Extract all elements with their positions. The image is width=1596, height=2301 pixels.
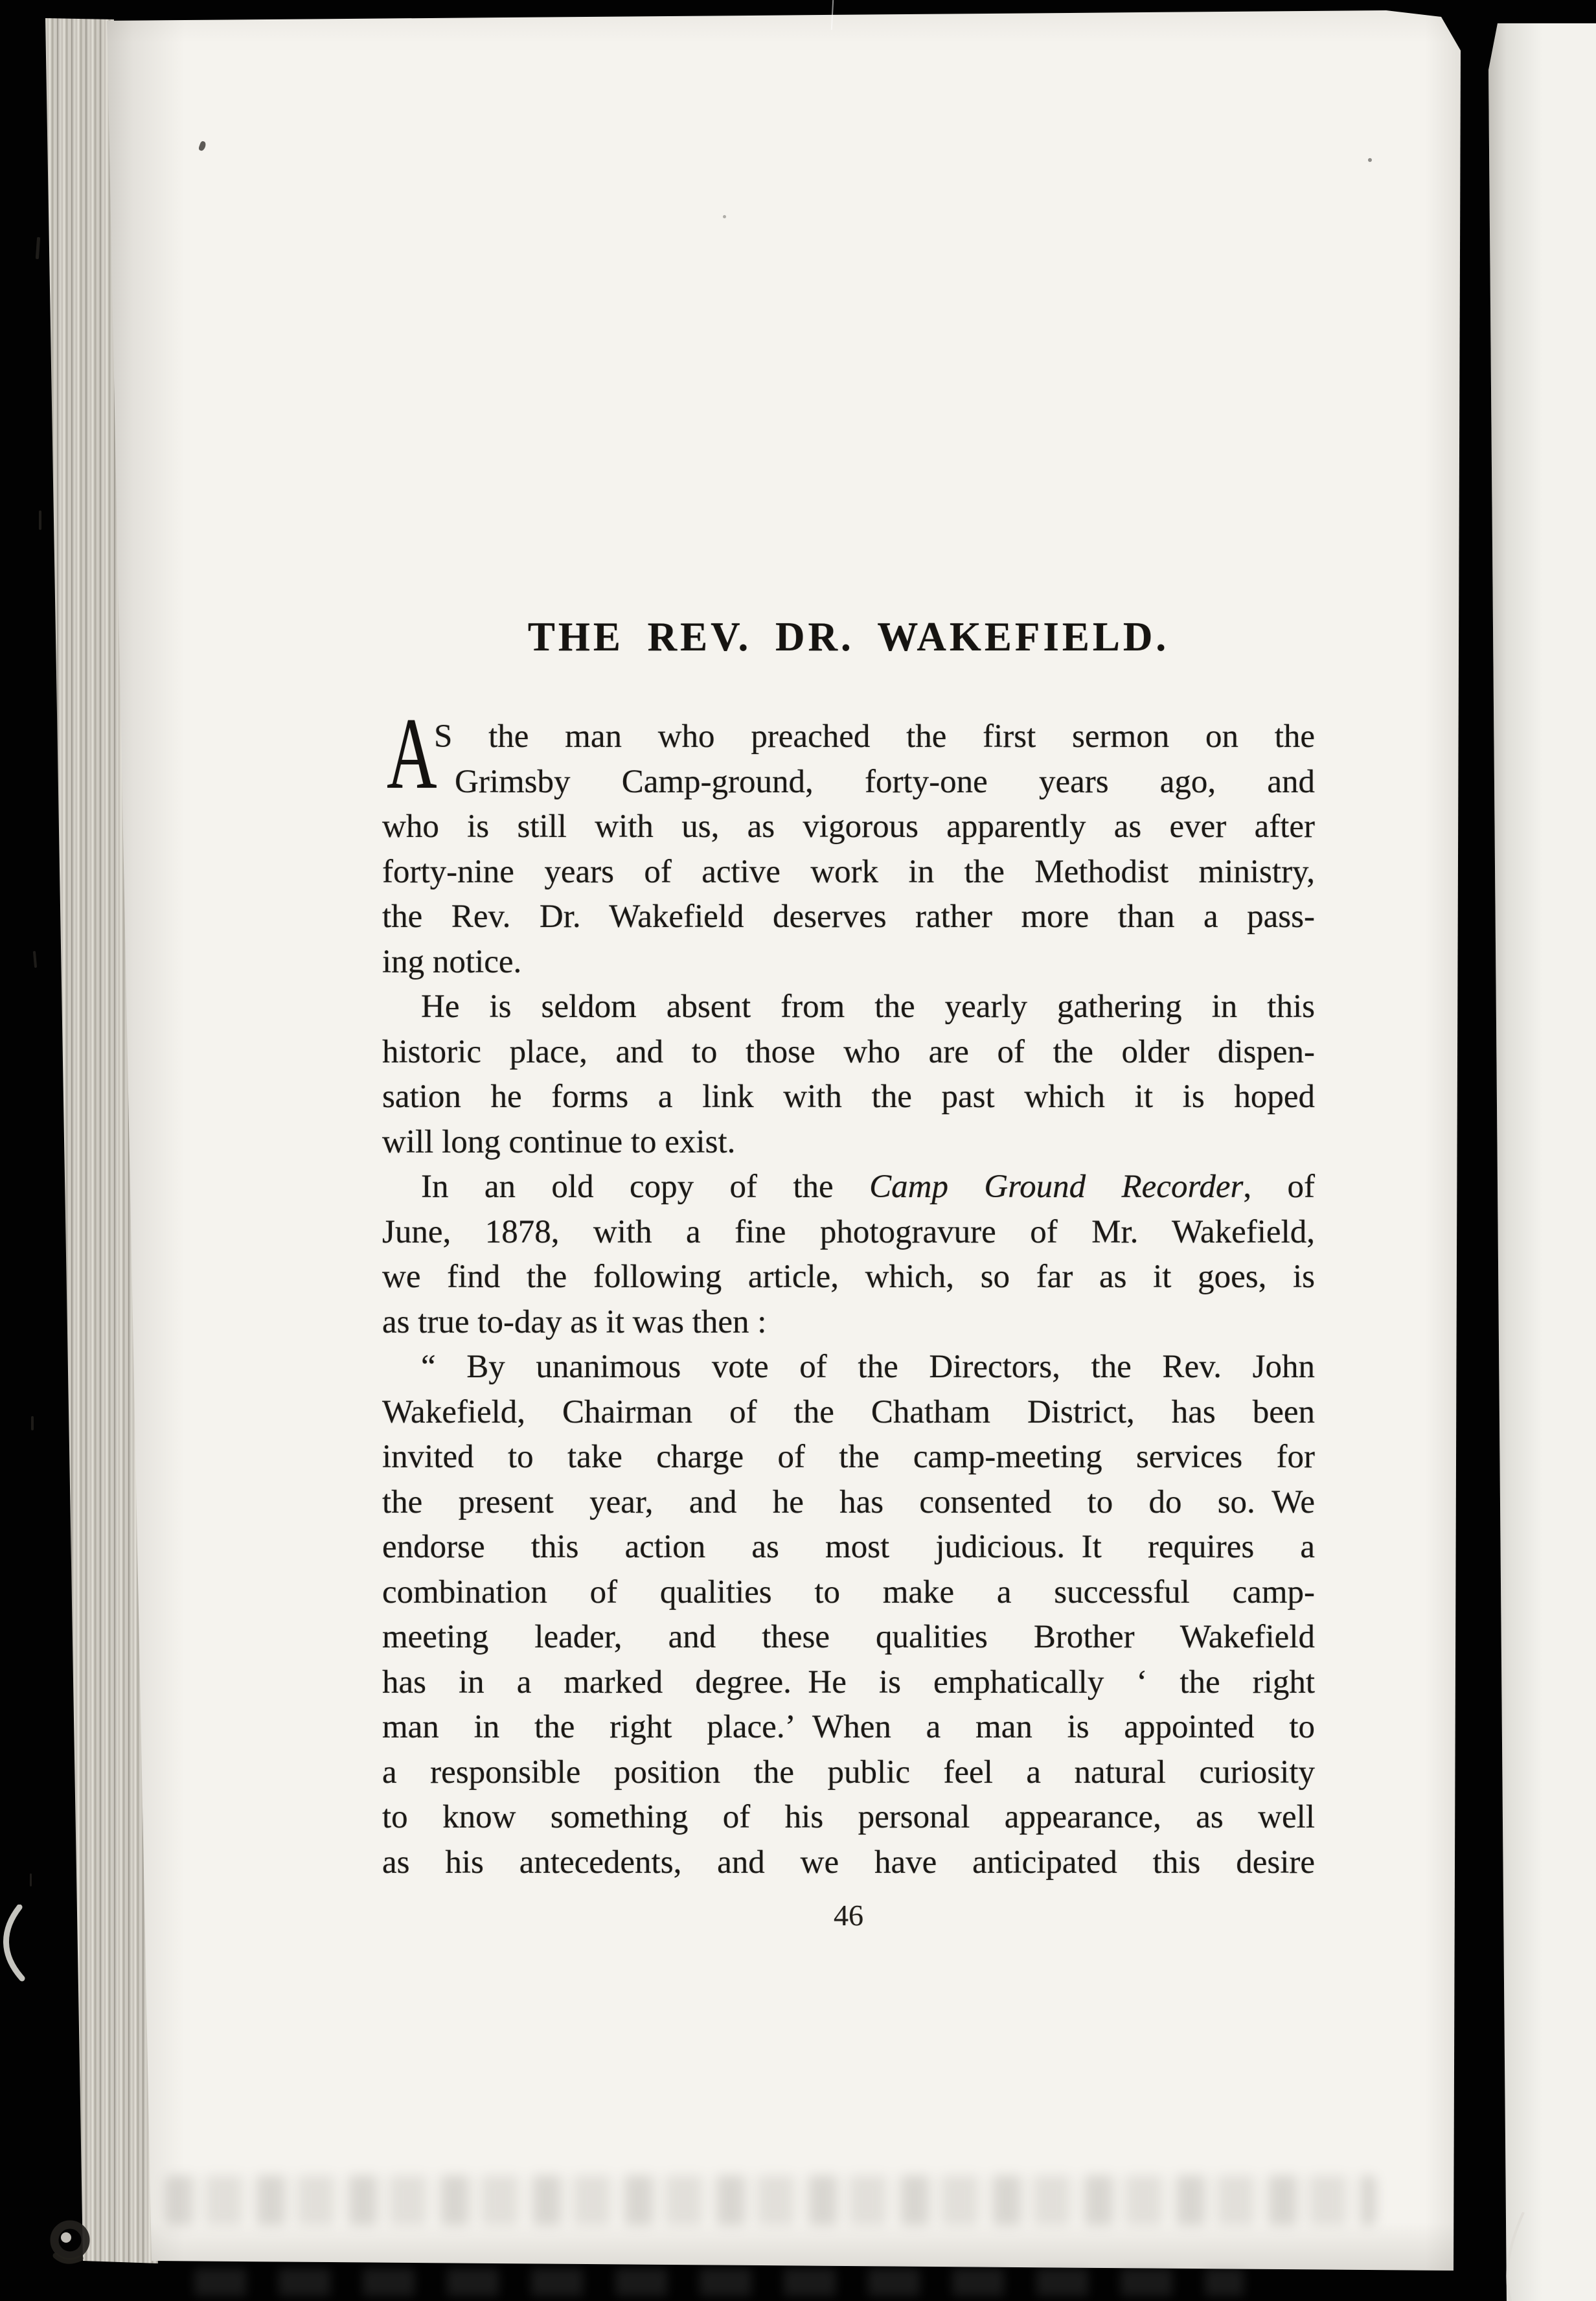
text-line: meeting leader, and these qualities Brother Wakefield	[382, 1619, 1315, 1655]
drop-cap: A	[387, 697, 437, 810]
article-title: THE REV. DR. WAKEFIELD.	[527, 614, 1170, 659]
text-line: as his antecedents, and we have anticipated this desire	[382, 1844, 1315, 1881]
text-line-with-italic	[382, 1165, 1315, 1210]
text-line: Wakefield, Chairman of the Chatham District, has been	[382, 1393, 1315, 1430]
ink-speck	[723, 215, 726, 218]
text-line: man in the right place.’ When a man is appointed to	[382, 1709, 1315, 1745]
text-line: combination of qualities to make a successful camp-	[382, 1574, 1315, 1610]
edge-speck	[30, 1873, 32, 1886]
text-line: forty-nine years of active work in the Methodist ministry,	[382, 853, 1315, 890]
ghost-text-band	[194, 2269, 1244, 2296]
text-line: “ By unanimous vote of the Directors, the Rev. John	[421, 1349, 1315, 1385]
ghost-text-band	[165, 2175, 1376, 2226]
italic-periodical-title: Camp Ground Recorder	[869, 1169, 1244, 1205]
edge-speck	[39, 510, 41, 530]
edge-speck	[36, 237, 40, 259]
text-line: endorse this action as most judicious. It requires a	[382, 1529, 1315, 1565]
scratch-mark	[1496, 2212, 1535, 2301]
text-line: June, 1878, with a fine photogravure of Mr. Wakefield,	[382, 1213, 1315, 1250]
page-number: 46	[834, 1899, 863, 1932]
printers-ornament	[43, 2213, 97, 2270]
edge-speck	[33, 951, 37, 968]
text-segment: , of	[1243, 1169, 1316, 1205]
text-line: the present year, and he has consented to do so. We	[382, 1483, 1315, 1520]
text-line: S the man who preached the first sermon on the	[434, 718, 1315, 755]
body-text	[382, 715, 1315, 1885]
text-line: the Rev. Dr. Wakefield deserves rather more than a pass-	[382, 899, 1315, 935]
edge-speck	[31, 1416, 34, 1430]
ink-speck	[1368, 158, 1372, 162]
text-line: sation he forms a link with the past which it is hoped	[382, 1079, 1315, 1115]
text-line: to know something of his personal appearance, as well	[382, 1799, 1315, 1835]
text-line: we find the following article, which, so far as it goes, is	[382, 1259, 1315, 1295]
text-line: He is seldom absent from the yearly gathering in this	[421, 989, 1315, 1025]
text-line: a responsible position the public feel a natural curiosity	[382, 1754, 1315, 1791]
text-line: has in a marked degree. He is emphatically ‘ the right	[382, 1664, 1315, 1700]
text-line: invited to take charge of the camp-meeting services for	[382, 1439, 1315, 1475]
text-line: ing notice.	[382, 943, 522, 980]
text-line: will long continue to exist.	[382, 1123, 736, 1160]
paper-crease-highlight	[0, 1905, 39, 1982]
text-segment: In an old copy of the	[421, 1169, 870, 1205]
text-line: as true to-day as it was then :	[382, 1303, 767, 1340]
text-line: historic place, and to those who are of the older dispen-	[382, 1033, 1315, 1070]
text-line: who is still with us, as vigorous apparently as ever after	[382, 808, 1315, 845]
next-page-edge	[1487, 23, 1596, 2301]
text-line: Grimsby Camp-ground, forty-one years ago, and	[455, 763, 1315, 800]
